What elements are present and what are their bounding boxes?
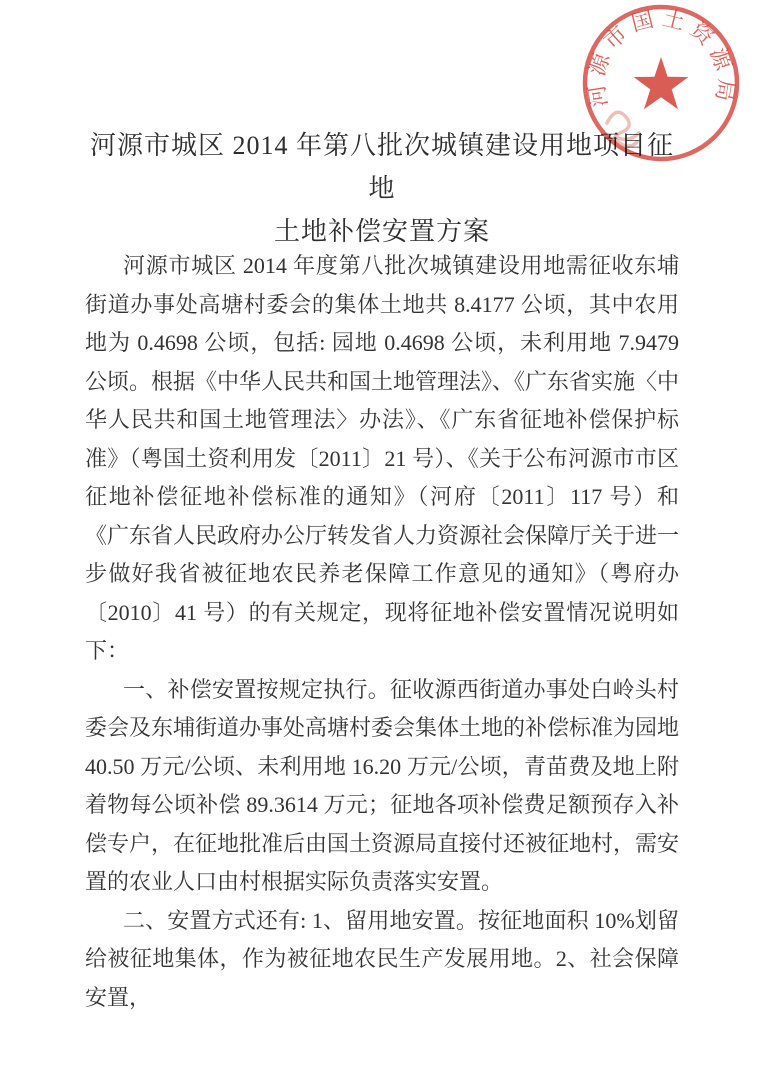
document-body (85, 247, 679, 1017)
document-title (85, 124, 679, 253)
seal-arc-text: 河源市国土资源局 (582, 5, 740, 109)
title-line-2: 土地补偿安置方案 (273, 217, 490, 246)
title-line-1: 河源市城区 2014 年第八批次城镇建设用地项目征地 (89, 131, 674, 203)
paragraph-intro: 河源市城区 2014 年度第八批次城镇建设用地需征收东埔街道办事处高塘村委会的集体土地共 8.4177 公顷，其中农用地为 0.4698 公顷，包括: 园地 0.4698 公顷，未利用地 7.9479 公顷。根据《中华人民共和国土地管理法》、《广东省实施〈中华人民共和国土地管理法〉办法》、《广东省征地补偿保护标准》（粤国土资利用发〔2011〕21 号）、《关于公布河源市市区征地补偿征地补偿标准的通知》（河府〔2011〕117 号）和《广东省人民政府办公厅转发省人力资源社会保障厅关于进一步做好我省被征地农民养老保障工作意见的通知》（粤府办〔2010〕41 号）的有关规定，现将征地补偿安置情况说明如下： (85, 253, 680, 663)
star-icon (634, 57, 689, 109)
paragraph-item-1: 一、补偿安置按规定执行。征收源西街道办事处白岭头村委会及东埔街道办事处高塘村委会集体土地的补偿标准为园地 40.50 万元/公顷、未利用地 16.20 万元/公顷，青苗费及地上附着物每公顷补偿 89.3614 万元；征地各项补偿费足额预存入补偿专户，在征地批准后由国土资源局直接付还被征地村，需安置的农业人口由村根据实际负责落实安置。 (85, 676, 680, 894)
paragraph-item-2: 二、安置方式还有: 1、留用地安置。按征地面积 10%划留给被征地集体，作为被征地农民生产发展用地。2、社会保障安置， (85, 907, 679, 1010)
svg-text:河源市国土资源局 (583, 5, 739, 109)
